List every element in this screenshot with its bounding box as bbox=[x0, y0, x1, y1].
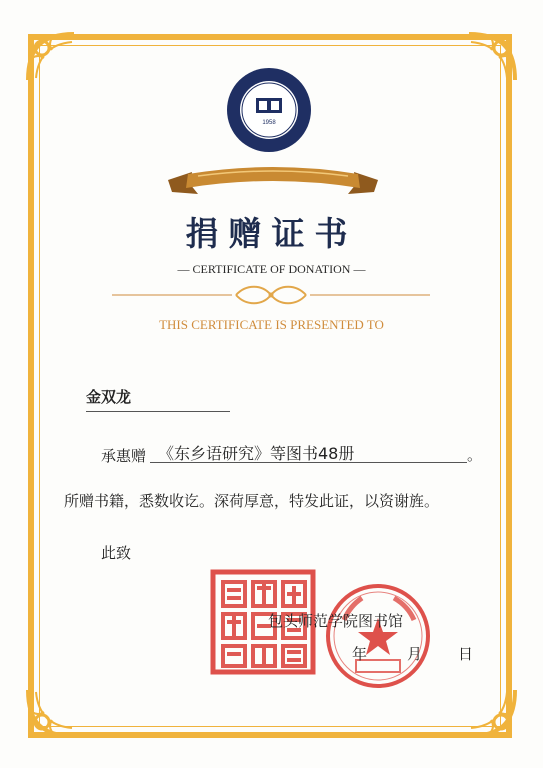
corner-ornament-top-right bbox=[463, 28, 521, 86]
gift-underline bbox=[150, 462, 467, 463]
university-logo bbox=[225, 66, 313, 154]
logo-year: 1958 bbox=[262, 120, 276, 126]
date-month-label: 月 bbox=[407, 645, 423, 663]
closing-text: 此致 bbox=[101, 544, 132, 562]
recipient-underline bbox=[86, 411, 230, 412]
certificate-title: 捐赠证书 bbox=[185, 214, 358, 253]
divider-ornament bbox=[112, 284, 430, 306]
presented-to-line: THIS CERTIFICATE IS PRESENTED TO bbox=[159, 317, 384, 332]
ribbon-banner bbox=[168, 162, 378, 204]
certificate-subtitle: — CERTIFICATE OF DONATION — bbox=[177, 262, 366, 276]
recipient-name: 金双龙 bbox=[86, 388, 132, 406]
date-day-label: 日 bbox=[458, 645, 474, 663]
corner-ornament-bottom-left bbox=[22, 684, 80, 742]
acknowledgement-text: 所赠书籍，悉数收讫。深荷厚意，特发此证，以资谢旌。 bbox=[64, 492, 440, 510]
gift-description: 《东乡语研究》等图书48册 bbox=[158, 444, 355, 463]
gift-suffix: 。 bbox=[467, 446, 483, 464]
gift-prefix: 承惠赠 bbox=[101, 447, 147, 465]
corner-ornament-top-left bbox=[22, 28, 80, 86]
issuer-name: 包头师范学院图书馆 bbox=[268, 612, 404, 630]
date-year-label: 年 bbox=[352, 645, 368, 663]
round-seal bbox=[322, 580, 434, 692]
corner-ornament-bottom-right bbox=[463, 684, 521, 742]
